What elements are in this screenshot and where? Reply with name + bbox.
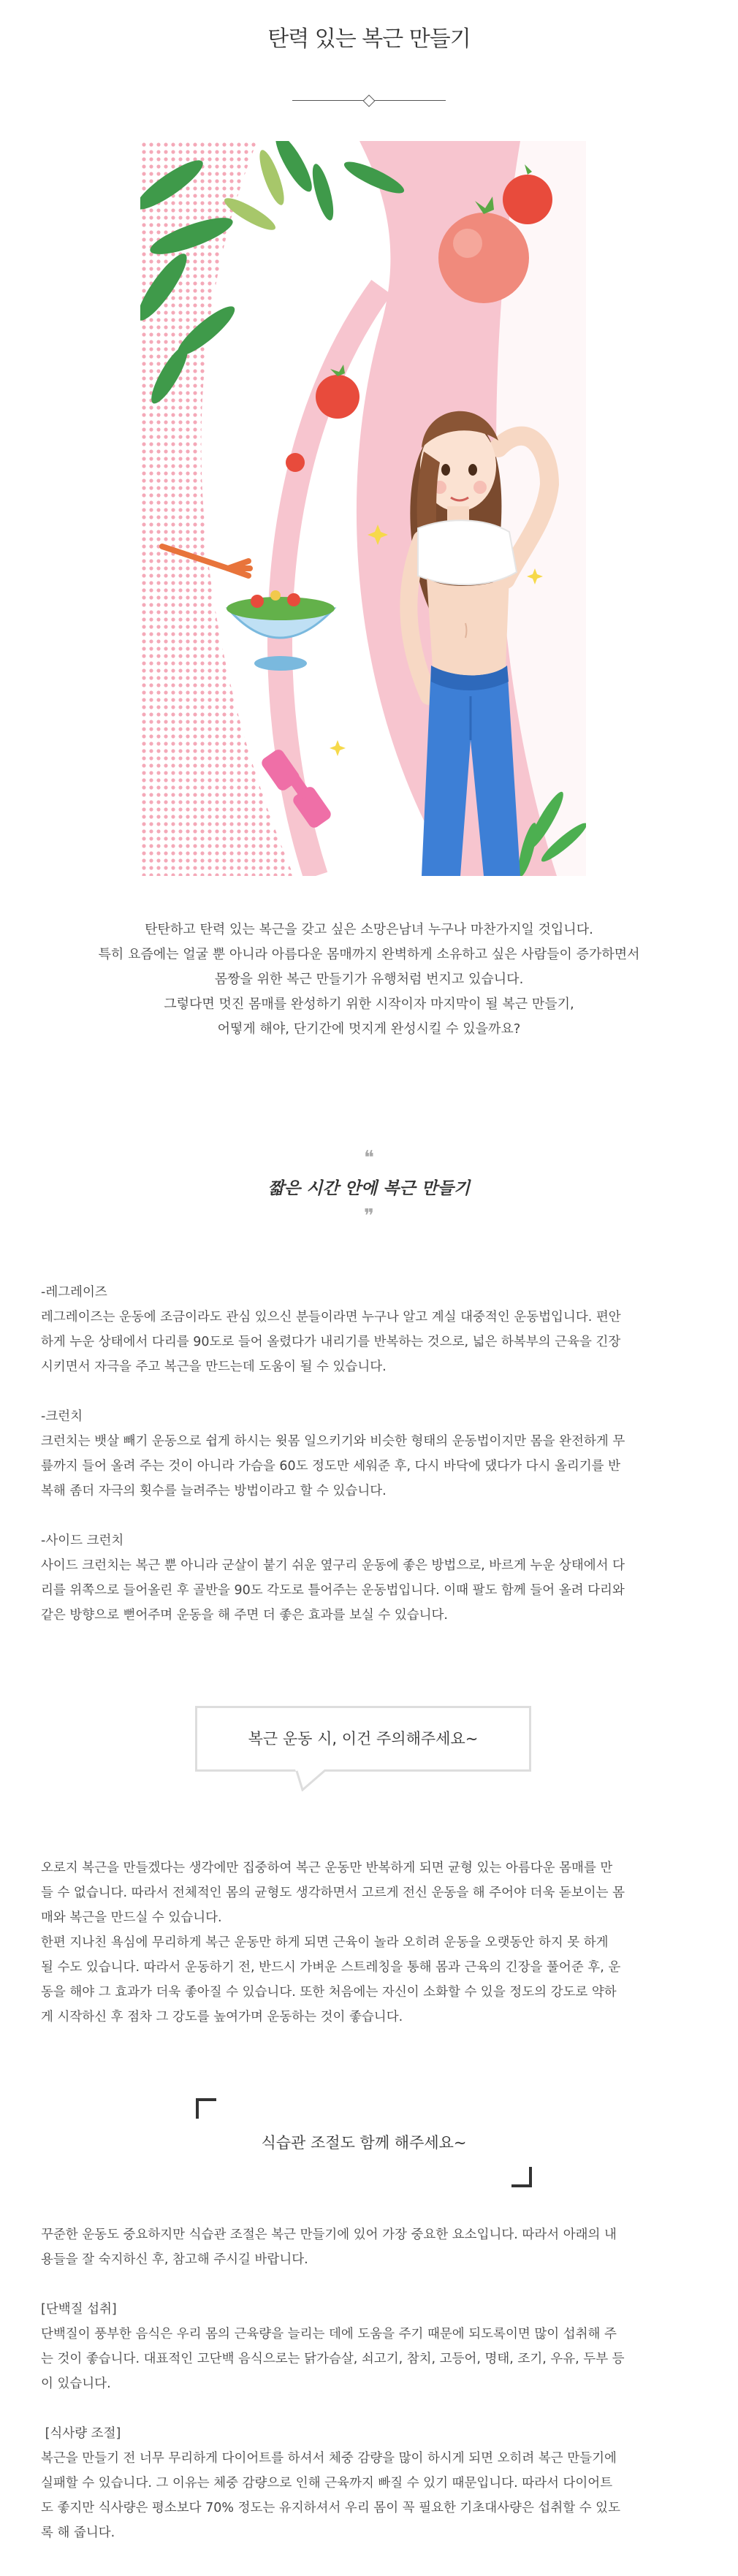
body-line: 복해 좀더 자극의 횟수를 늘려주는 방법이라고 할 수 있습니다. <box>41 1484 387 1498</box>
quote-close-icon: ❞ <box>364 1205 374 1227</box>
body-line: 한편 지나친 욕심에 무리하게 복근 운동만 하게 되면 근육이 놀라 오히려 운동을 오랫동안 하지 못 하게 <box>41 1935 609 1950</box>
section-heading-diet: 식습관 조절도 함께 해주세요~ <box>261 2134 467 2152</box>
body-line: 꾸준한 운동도 중요하지만 식습관 조절은 복근 만들기에 있어 가장 중요한 요소입니다. 따라서 아래의 내 <box>41 2228 617 2242</box>
body-line: 크런치는 뱃살 빼기 운동으로 쉽게 하시는 윗몸 일으키기와 비슷한 형태의 운동법이지만 몸을 완전하게 무 <box>41 1434 625 1449</box>
diet-item-title: [식사량 조절] <box>41 2426 121 2441</box>
intro-line: 특히 요즘에는 얼굴 뿐 아니라 아름다운 몸매까지 완벽하게 소유하고 싶은 사람들이 증가하면서 <box>98 947 640 962</box>
intro-line: 탄탄하고 탄력 있는 복근을 갖고 싶은 소망은남녀 누구나 마찬가지일 것입니다. <box>145 922 593 937</box>
diamond-divider-icon <box>292 96 446 105</box>
body-line: 시키면서 자극을 주고 복근을 만드는데 도움이 될 수 있습니다. <box>41 1360 387 1374</box>
body-line: 실패할 수 있습니다. 그 이유는 체중 감량으로 인해 근육까지 빠질 수 있기 때문입니다. 따라서 다이어트 <box>41 2476 613 2491</box>
quote-open-icon: ❝ <box>364 1147 374 1169</box>
body-line: 도 좋지만 식사량은 평소보다 70% 정도는 유지하셔서 우리 몸이 꼭 필요한 기초대사량은 섭취할 수 있도 <box>41 2501 620 2515</box>
body-line: 복근을 만들기 전 너무 무리하게 다이어트를 하셔서 체중 감량을 많이 하시게 되면 오히려 복근 만들기에 <box>41 2451 617 2466</box>
body-line: 는 것이 좋습니다. 대표적인 고단백 음식으로는 닭가슴살, 쇠고기, 참치, 고등어, 명태, 조기, 우유, 두부 등 <box>41 2352 625 2366</box>
body-line: 릎까지 들어 올려 주는 것이 아니라 가슴을 60도 정도만 세워준 후, 다시 바닥에 댔다가 다시 올리기를 반 <box>41 1459 621 1474</box>
exercise-title: -레그레이즈 <box>41 1285 107 1300</box>
hero-illustration <box>140 141 586 876</box>
body-line: 동을 해야 그 효과가 더욱 좋아질 수 있습니다. 또한 처음에는 자신이 소화할 수 있을 정도의 강도로 약하 <box>41 1985 617 2000</box>
intro-line: 몸짱을 위한 복근 만들기가 유행처럼 번지고 있습니다. <box>214 972 524 987</box>
body-line: 록 해 줍니다. <box>41 2526 115 2540</box>
speech-bubble-icon <box>195 1706 531 1772</box>
body-line: 될 수도 있습니다. 따라서 운동하기 전, 반드시 가벼운 스트레칭을 통해 몸과 근육의 긴장을 풀어준 후, 운 <box>41 1960 621 1975</box>
page-title: 탄력 있는 복근 만들기 <box>267 26 471 52</box>
body-line: 사이드 크런치는 복근 뿐 아니라 군살이 붙기 쉬운 옆구리 운동에 좋은 방법으로, 바르게 누운 상태에서 다 <box>41 1558 625 1573</box>
exercise-title: -크런치 <box>41 1409 83 1424</box>
speech-bubble-tail <box>295 1769 332 1791</box>
intro-line: 어떻게 해야, 단기간에 멋지게 완성시킬 수 있을까요? <box>217 1021 521 1037</box>
intro-line: 그렇다면 멋진 몸매를 완성하기 위한 시작이자 마지막이 될 복근 만들기, <box>164 997 574 1012</box>
body-line: 같은 방향으로 뻗어주며 운동을 해 주면 더 좋은 효과를 보실 수 있습니다. <box>41 1608 448 1623</box>
corner-bracket-icon <box>196 2098 532 2187</box>
body-line: 용들을 잘 숙지하신 후, 참고해 주시길 바랍니다. <box>41 2252 308 2267</box>
diet-paragraph <box>41 2222 697 2545</box>
section-heading-caution: 복근 운동 시, 이건 주의해주세요~ <box>248 1730 479 1748</box>
body-line: 이 있습니다. <box>41 2377 111 2391</box>
body-line: 하게 누운 상태에서 다리를 90도로 들어 올렸다가 내리기를 반복하는 것으로, 넓은 하복부의 근육을 긴장 <box>41 1335 621 1349</box>
diet-item-title: [단백질 섭취] <box>41 2302 117 2317</box>
body-line: 게 시작하신 후 점차 그 강도를 높여가며 운동하는 것이 좋습니다. <box>41 2010 403 2024</box>
caution-paragraph <box>41 1856 697 2030</box>
intro-paragraph <box>44 918 694 1042</box>
exercise-list <box>41 1280 697 1628</box>
body-line: 레그레이즈는 운동에 조금이라도 관심 있으신 분들이라면 누구나 알고 계실 대중적인 운동법입니다. 편안 <box>41 1310 621 1325</box>
section-heading-short-time-abs: 짧은 시간 안에 복근 만들기 <box>267 1179 471 1198</box>
body-line: 오로지 복근을 만들겠다는 생각에만 집중하여 복근 운동만 반복하게 되면 균형 있는 아름다운 몸매를 만 <box>41 1861 613 1875</box>
body-line: 매와 복근을 만드실 수 있습니다. <box>41 1910 222 1925</box>
body-line: 리를 위쪽으로 들어올린 후 골반을 90도 각도로 틀어주는 운동법입니다. 이때 팔도 함께 들어 올려 다리와 <box>41 1583 625 1598</box>
body-line: 단백질이 풍부한 음식은 우리 몸의 근육량을 늘리는 데에 도움을 주기 때문에 되도록이면 많이 섭취해 주 <box>41 2327 617 2341</box>
exercise-title: -사이드 크런치 <box>41 1533 124 1548</box>
body-line: 들 수 없습니다. 따라서 전체적인 몸의 균형도 생각하면서 고르게 전신 운동을 해 주어야 더욱 돋보이는 몸 <box>41 1886 625 1900</box>
